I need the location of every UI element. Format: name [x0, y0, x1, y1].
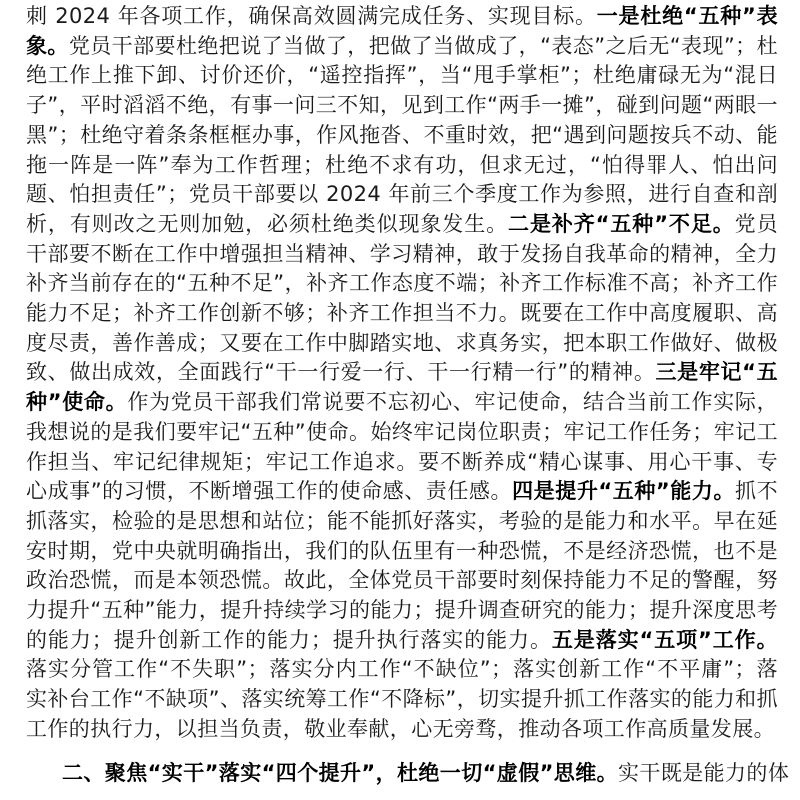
section-heading-continuation: 实干既是能力的体: [618, 760, 790, 785]
body-paragraph: [26, 2, 778, 745]
point-heading-one: 一是杜绝“五种”表象。: [26, 4, 778, 58]
paragraph-text: 党员干部要不断在工作中增强担当精神、学习精神，敢于发扬自我革命的精神，全力补齐当前存在的“五种不足”，补齐工作态度不端；补齐工作标准不高；补齐工作能力不足；补齐工作创新不够；补齐工作担当不力。既要在工作中高度履职、高度尽责，善作善成；又要在工作中脚踏实地、求真务实，把本职工作做好、做极致、做出成效，全面践行“干一行爱一行、干一行精一行”的精神。: [26, 211, 778, 385]
paragraph-text: 刺 2024 年各项工作，确保高效圆满完成任务、实现目标。: [26, 4, 597, 28]
section-heading: [26, 759, 790, 789]
paragraph-text: 党员干部要杜绝把说了当做了，把做了当做成了，“表态”之后无“表现”；杜绝工作上推下卸、讨价还价，“遥控指挥”，当“甩手掌柜”；杜绝庸碌无为“混日子”，平时滔滔不绝，有事一问三不知，见到工作“两手一摊”，碰到问题“两眼一黑”；杜绝守着条条框框办事，作风拖沓、不重时效，把“遇到问题按兵不动、能拖一阵是一阵”奉为工作哲理；杜绝不求有功，但求无过，“怕得罪人、怕出问题、怕担责任”；党员干部要以 2024 年前三个季度工作为参照，进行自查和剖析，有则改之无则加勉，必须杜绝类似现象发生。: [26, 33, 778, 236]
point-heading-three: 三是牢记“五种”使命。: [26, 360, 778, 415]
paragraph-text: 抓不抓落实，检验的是思想和站位；能不能抓好落实，考验的是能力和水平。早在延安时期，党中央就明确指出，我们的队伍里有一种恐慌，不是经济恐慌，也不是政治恐慌，而是本领恐慌。故此，全体党员干部要时刻保持能力不足的警醒，努力提升“五种”能力，提升持续学习的能力；提升调查研究的能力；提升深度思考的能力；提升创新工作的能力；提升执行落实的能力。: [26, 479, 778, 652]
paragraph-text: 作为党员干部我们常说要不忘初心、牢记使命，结合当前工作实际，我想说的是我们要牢记“五种”使命。始终牢记岗位职责；牢记工作任务；牢记工作担当、牢记纪律规矩；牢记工作追求。要不断养成“精心谋事、用心干事、专心成事”的习惯，不断增强工作的使命感、责任感。: [26, 390, 778, 504]
point-heading-four: 四是提升“五种”能力。: [512, 479, 736, 504]
point-heading-five: 五是落实“五项”工作。: [551, 627, 778, 652]
paragraph-text: 落实分管工作“不失职”；落实分内工作“不缺位”；落实创新工作“不平庸”；落实补台工作“不缺项”、落实统筹工作“不降标”，切实提升抓工作落实的能力和抓工作的执行力，以担当负责，敬业奉献，心无旁骛，推动各项工作高质量发展。: [26, 657, 778, 741]
section-heading-title: 二、聚焦“实干”落实“四个提升”，杜绝一切“虚假”思维。: [62, 760, 619, 785]
point-heading-two: 二是补齐“五种”不足。: [508, 211, 735, 236]
document-content: [26, 2, 790, 788]
